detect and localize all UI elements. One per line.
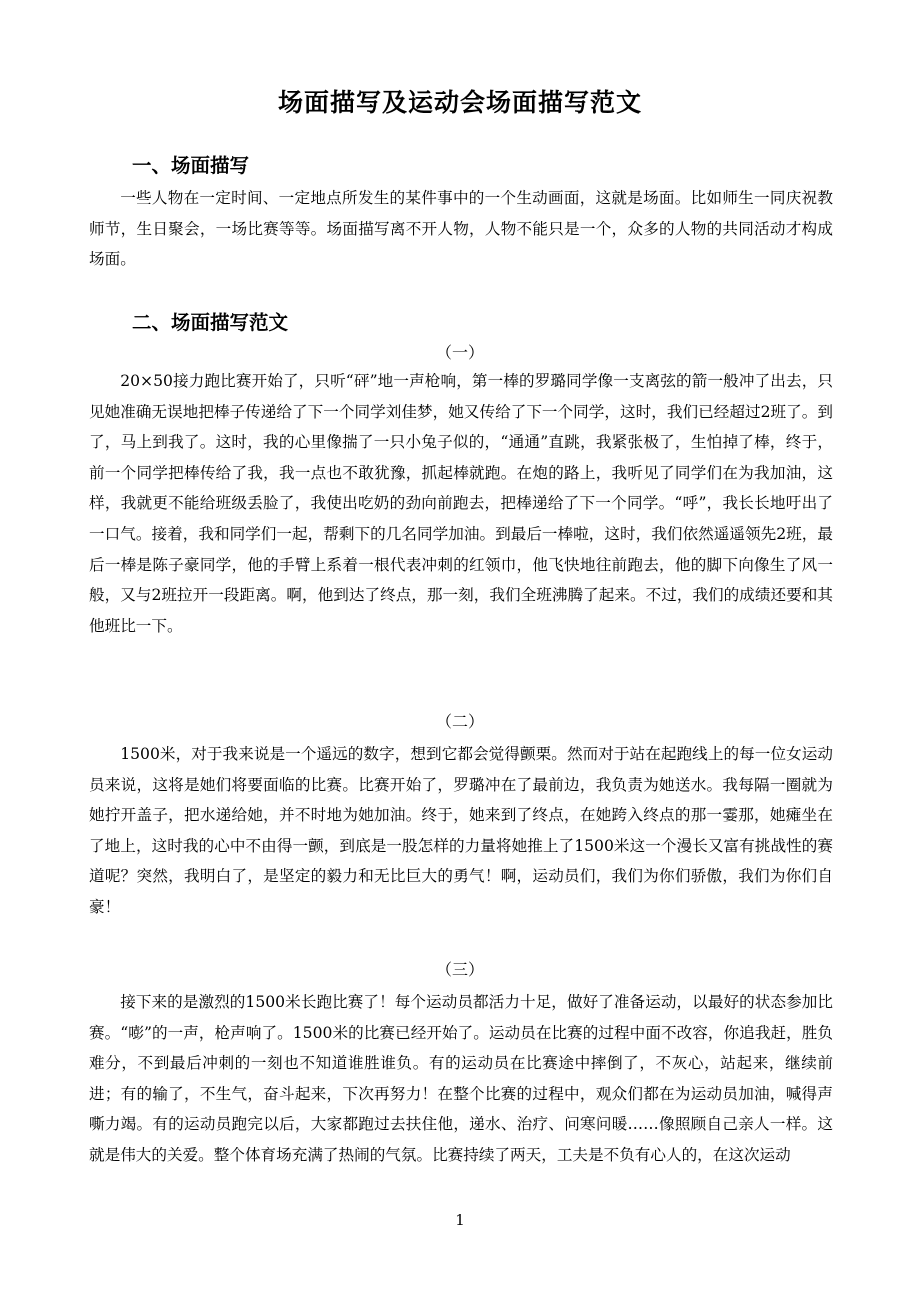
essay-3-label: （三） — [435, 960, 484, 979]
section-heading-1: 一、场面描写 — [132, 154, 250, 177]
essay-2-paragraph: 1500米，对于我来说是一个遥远的数字，想到它都会觉得颤栗。然而对于站在起跑线上的每一位女运动员来说，这将是她们将要面临的比赛。比赛开始了，罗璐冲在了最前边，我负责为她送水。我每隔一圈就为她拧开盖子，把水递给她，并不时地为她加油。终于，她来到了终点，在她跨入终点的那一霎那，她瘫坐在了地上，这时我的心中不由得一颤，到底是一股怎样的力量将她推上了1500米这一个漫长又富有挑战性的赛道呢？突然，我明白了，是坚定的毅力和无比巨大的勇气！啊，运动员们，我们为你们骄傲，我们为你们自豪！ — [89, 745, 833, 916]
section-1-paragraph: 一些人物在一定时间、一定地点所发生的某件事中的一个生动画面，这就是场面。比如师生一同庆祝教师节，生日聚会，一场比赛等等。场面描写离不开人物，人物不能只是一个，众多的人物的共同活动才构成场面。 — [89, 189, 833, 269]
essay-3-paragraph: 接下来的是激烈的1500米长跑比赛了！每个运动员都活力十足，做好了准备运动，以最好的状态参加比赛。“嘭”的一声，枪声响了。1500米的比赛已经开始了。运动员在比赛的过程中面不改容，你追我赶，胜负难分，不到最后冲刺的一刻也不知道谁胜谁负。有的运动员在比赛途中摔倒了，不灰心，站起来，继续前进；有的输了，不生气，奋斗起来，下次再努力！在整个比赛的过程中，观众们都在为运动员加油，喊得声嘶力竭。有的运动员跑完以后，大家都跑过去扶住他，递水、治疗、问寒问暖……像照顾自己亲人一样。这就是伟大的关爱。整个体育场充满了热闹的气氛。比赛持续了两天，工夫是不负有心人的，在这次运动 — [89, 993, 833, 1164]
page-number: 1 — [455, 1211, 465, 1229]
document-title: 场面描写及运动会场面描写范文 — [277, 88, 642, 117]
essay-1-label: （一） — [435, 343, 484, 362]
essay-2-label: （二） — [435, 712, 484, 731]
section-heading-2: 二、场面描写范文 — [132, 311, 289, 334]
essay-1-paragraph: 20×50接力跑比赛开始了，只听“砰”地一声枪响，第一棒的罗璐同学像一支离弦的箭一般冲了出去，只见她准确无误地把棒子传递给了下一个同学刘佳梦，她又传给了下一个同学，这时，我们已经超过2班了。到了，马上到我了。这时，我的心里像揣了一只小兔子似的，“通通”直跳，我紧张极了，生怕掉了棒，终于，前一个同学把棒传给了我，我一点也不敢犹豫，抓起棒就跑。在炮的路上，我听见了同学们在为我加油，这样，我就更不能给班级丢脸了，我使出吃奶的劲向前跑去，把棒递给了下一个同学。“呼”，我长长地吁出了一口气。接着，我和同学们一起，帮剩下的几名同学加油。到最后一棒啦，这时，我们依然遥遥领先2班，最后一棒是陈子豪同学，他的手臂上系着一根代表冲刺的红领巾，他飞快地往前跑去，他的脚下向像生了风一般，又与2班拉开一段距离。啊，他到达了终点，那一刻，我们全班沸腾了起来。不过，我们的成绩还要和其他班比一下。 — [89, 372, 833, 635]
